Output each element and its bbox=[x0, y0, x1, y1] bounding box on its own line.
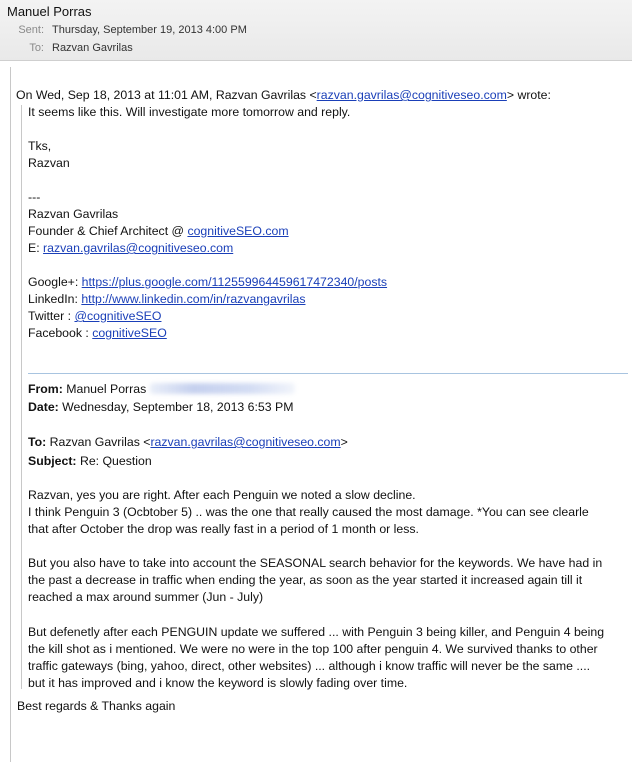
inner-date-row bbox=[28, 399, 293, 416]
inner-to-end: > bbox=[340, 435, 348, 449]
signoff: Best regards & Thanks again bbox=[17, 699, 176, 713]
linkedin-row bbox=[28, 291, 306, 308]
inner-subject-label: Subject: bbox=[28, 454, 77, 468]
google-plus-row bbox=[28, 274, 387, 291]
google-plus-link[interactable]: https://plus.google.com/112559964459617472340/posts bbox=[81, 275, 388, 289]
inner-to-row bbox=[28, 434, 348, 451]
quote-intro-email-link[interactable]: razvan.gavrilas@cognitiveseo.com bbox=[316, 88, 507, 102]
linkedin-link[interactable]: http://www.linkedin.com/in/razvangavrilas bbox=[81, 292, 306, 306]
linkedin-label: LinkedIn: bbox=[28, 292, 82, 306]
paragraph-line: But defenetly after each PENGUIN update we suffered ... with Penguin 3 being killer, and Penguin 4 being bbox=[28, 625, 605, 639]
cognitiveseo-site-link[interactable]: cognitiveSEO.com bbox=[187, 224, 289, 238]
redacted-email bbox=[150, 383, 295, 394]
inner-to-email-link[interactable]: razvan.gavrilas@cognitiveseo.com bbox=[150, 435, 341, 449]
name-line: Razvan bbox=[28, 156, 70, 170]
facebook-link[interactable]: cognitiveSEO bbox=[92, 326, 167, 340]
to-label: To: bbox=[29, 42, 44, 54]
signature-email bbox=[28, 240, 233, 257]
to-row bbox=[0, 42, 133, 54]
twitter-label: Twitter : bbox=[28, 309, 75, 323]
paragraph-line: traffic gateways (bing, yahoo, direct, other websites) ... although i know traffic will never be the same .... bbox=[28, 659, 591, 673]
signature-title-text: Founder & Chief Architect @ bbox=[28, 224, 188, 238]
quote-intro-text: On Wed, Sep 18, 2013 at 11:01 AM, Razvan Gavrilas < bbox=[16, 88, 317, 102]
twitter-link[interactable]: @cognitiveSEO bbox=[74, 309, 162, 323]
paragraph-line: the kill shot as i mentioned. We were no were in the top 100 after penguin 4. We survived thanks to other bbox=[28, 642, 598, 656]
inner-to-label: To: bbox=[28, 435, 47, 449]
facebook-label: Facebook : bbox=[28, 326, 93, 340]
signature-email-label: E: bbox=[28, 241, 44, 255]
inner-to-name: Razvan Gavrilas < bbox=[49, 435, 151, 449]
inner-date-label: Date: bbox=[28, 400, 59, 414]
reply-line: It seems like this. Will investigate more tomorrow and reply. bbox=[28, 105, 351, 119]
paragraph-line: But you also have to take into account the SEASONAL search behavior for the keywords. We have had in bbox=[28, 556, 603, 570]
inner-date-value: Wednesday, September 18, 2013 6:53 PM bbox=[62, 400, 294, 414]
sent-label: Sent: bbox=[18, 24, 44, 36]
email-header bbox=[0, 0, 632, 61]
quote-intro-end: > wrote: bbox=[506, 88, 551, 102]
inner-subject-value: Re: Question bbox=[79, 454, 152, 468]
sent-row bbox=[0, 24, 247, 36]
inner-subject-row bbox=[28, 453, 152, 470]
paragraph-line: Razvan, yes you are right. After each Penguin we noted a slow decline. bbox=[28, 488, 416, 502]
inner-from-label: From: bbox=[28, 382, 63, 396]
tks-line: Tks, bbox=[28, 139, 52, 153]
paragraph-line: reached a max around summer (Jun - July) bbox=[28, 590, 264, 604]
signature-title bbox=[28, 223, 289, 240]
signature-dashes: --- bbox=[28, 190, 41, 204]
paragraph-line: that after October the drop was really fast in a period of 1 month or less. bbox=[28, 522, 419, 536]
paragraph-line: but it has improved and i know the keyword is slowly fading over time. bbox=[28, 676, 408, 690]
reply-separator bbox=[28, 373, 628, 374]
to-value: Razvan Gavrilas bbox=[52, 42, 133, 54]
facebook-row bbox=[28, 325, 167, 342]
paragraph-line: I think Penguin 3 (Ocbtober 5) .. was the one that really caused the most damage. *You can see clearle bbox=[28, 505, 589, 519]
quote-bar bbox=[10, 67, 11, 762]
sender-name: Manuel Porras bbox=[7, 4, 92, 19]
inner-from-row bbox=[28, 381, 295, 398]
google-plus-label: Google+: bbox=[28, 275, 82, 289]
nested-quote-bar bbox=[21, 105, 22, 689]
twitter-row bbox=[28, 308, 161, 325]
sent-value: Thursday, September 19, 2013 4:00 PM bbox=[52, 24, 247, 36]
inner-from-value: Manuel Porras bbox=[66, 382, 147, 396]
quote-intro bbox=[16, 87, 551, 104]
email-body bbox=[0, 61, 632, 762]
signature-name: Razvan Gavrilas bbox=[28, 207, 119, 221]
paragraph-line: the past a decrease in traffic when ending the year, as soon as the year started it increased again till it bbox=[28, 573, 583, 587]
signature-email-link[interactable]: razvan.gavrilas@cognitiveseo.com bbox=[43, 241, 234, 255]
